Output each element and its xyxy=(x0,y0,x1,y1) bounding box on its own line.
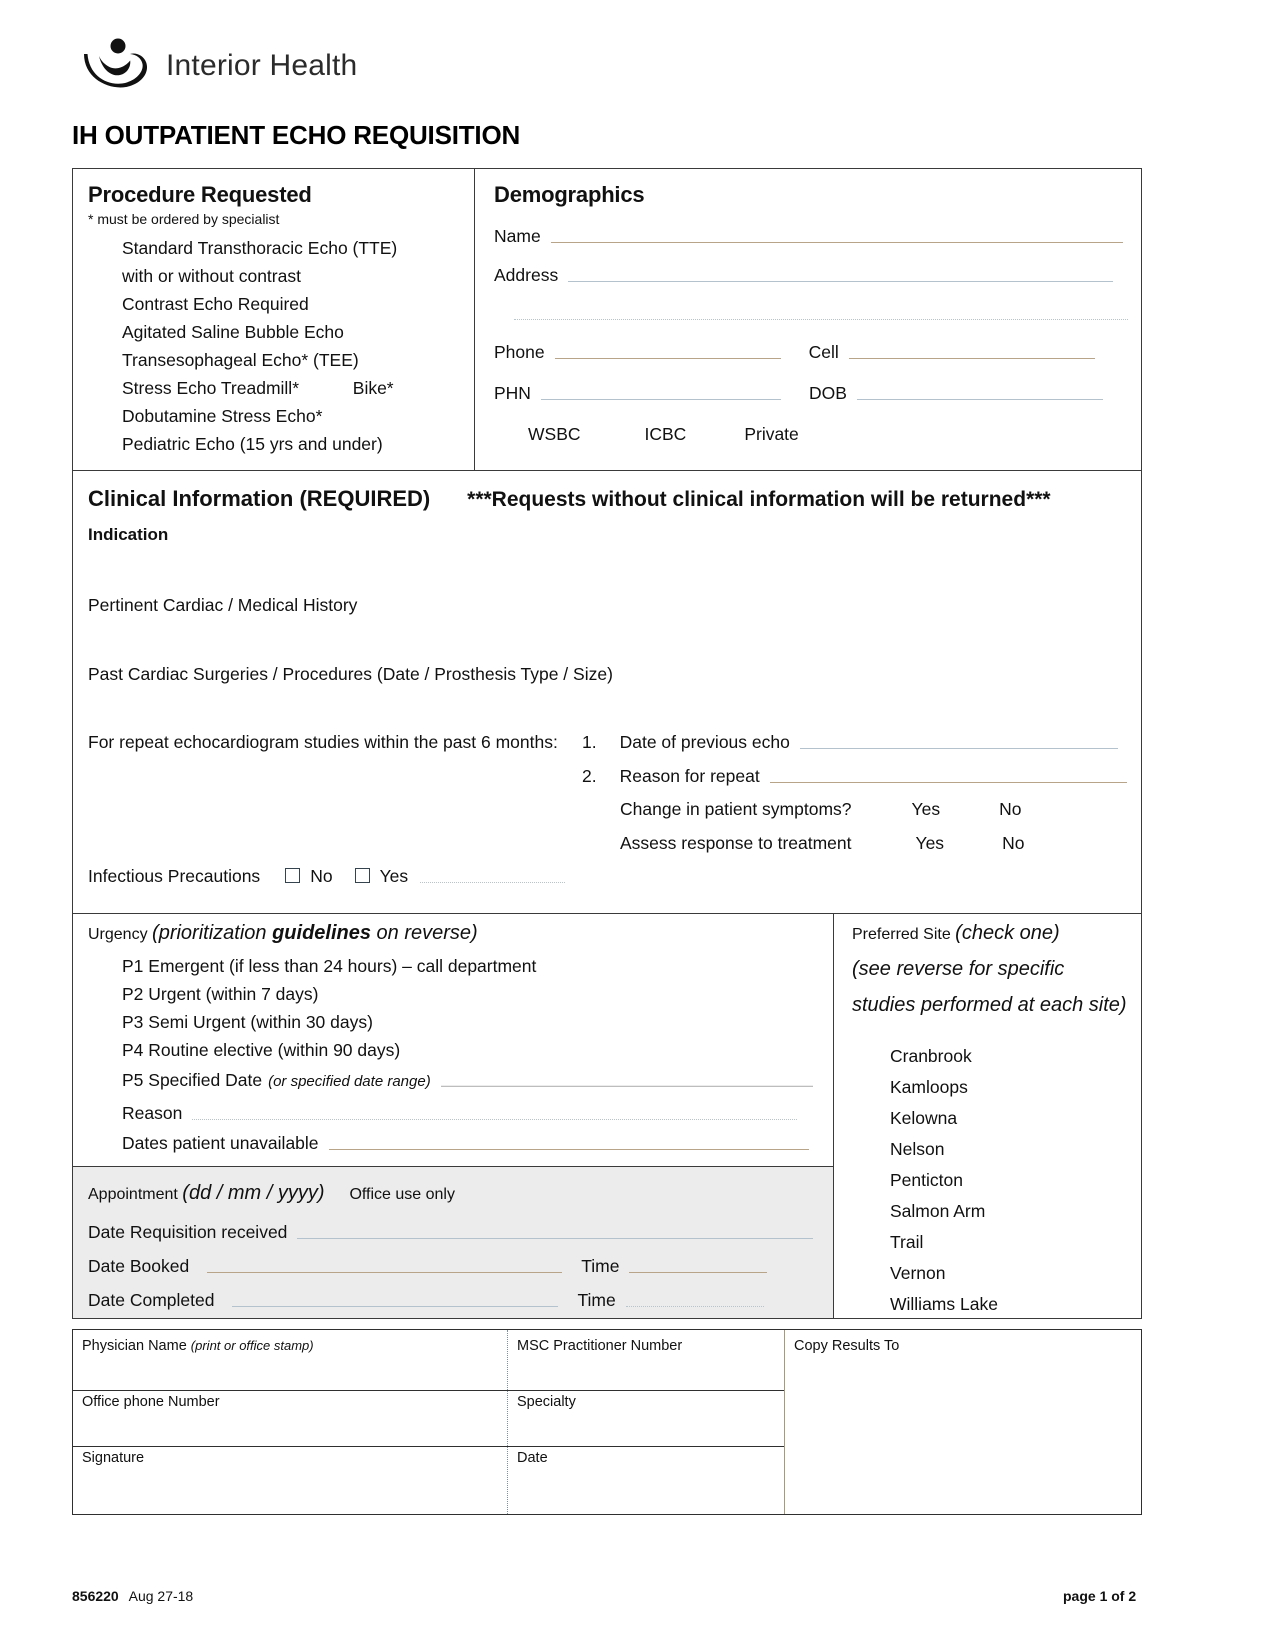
assess-response-yes[interactable]: Yes xyxy=(915,833,945,853)
urgency-levels xyxy=(122,952,536,1064)
urgency-p5-input[interactable] xyxy=(441,1085,813,1087)
procedure-option[interactable]: Transesophageal Echo* (TEE) xyxy=(122,350,359,370)
preferred-site-note: (check one) xyxy=(955,922,1060,944)
urgency-level-p5-label[interactable]: P5 Specified Date xyxy=(122,1070,263,1090)
interior-health-logo-icon xyxy=(78,38,152,94)
demographics-panel xyxy=(494,182,1128,445)
office-phone-cell[interactable] xyxy=(74,1388,504,1416)
msc-number-label: MSC Practitioner Number xyxy=(517,1338,683,1354)
date-completed-input[interactable] xyxy=(232,1305,558,1307)
urgency-heading: Urgency xyxy=(88,926,148,943)
site-option-kamloops[interactable]: Kamloops xyxy=(890,1077,968,1097)
change-symptoms-no[interactable]: No xyxy=(999,799,1022,819)
infectious-precautions-row xyxy=(88,866,565,887)
phn-label: PHN xyxy=(494,383,531,403)
signature-cell[interactable] xyxy=(74,1444,504,1472)
previous-echo-label: Date of previous echo xyxy=(619,732,790,752)
site-option-salmon-arm[interactable]: Salmon Arm xyxy=(890,1201,986,1221)
procedure-requested-panel xyxy=(88,182,463,458)
date-received-label: Date Requisition received xyxy=(88,1222,288,1242)
time-booked-label: Time xyxy=(581,1256,620,1276)
change-symptoms-label: Change in patient symptoms? xyxy=(620,799,852,819)
infectious-no-checkbox[interactable] xyxy=(285,868,300,883)
preferred-site-list xyxy=(890,1041,998,1320)
time-completed-input[interactable] xyxy=(626,1305,764,1307)
office-use-only-label: Office use only xyxy=(349,1186,455,1203)
urgency-reason-input[interactable] xyxy=(192,1118,797,1120)
surgeries-label: Past Cardiac Surgeries / Procedures (Date / Prosthesis Type / Size) xyxy=(88,664,613,684)
previous-echo-number: 1. xyxy=(582,732,597,752)
reason-for-repeat-label: Reason for repeat xyxy=(619,766,760,786)
date-booked-label: Date Booked xyxy=(88,1256,190,1276)
preferred-site-heading-row xyxy=(852,922,1060,945)
preferred-site-heading: Preferred Site xyxy=(852,926,951,943)
assess-response-row xyxy=(620,833,1024,854)
site-option-trail[interactable]: Trail xyxy=(890,1232,924,1252)
date-completed-label: Date Completed xyxy=(88,1290,215,1310)
physician-name-note: (print or office stamp) xyxy=(190,1338,314,1353)
urgency-note-guidelines: guidelines xyxy=(272,922,371,944)
urgency-note-c: on reverse) xyxy=(370,922,478,944)
phone-input[interactable] xyxy=(555,357,781,359)
procedure-option-stress-bike[interactable]: Bike* xyxy=(352,378,394,398)
demographics-heading: Demographics xyxy=(494,182,645,207)
date-label: Date xyxy=(517,1450,548,1466)
appointment-format-note: (dd / mm / yyyy) xyxy=(182,1182,325,1204)
time-booked-input[interactable] xyxy=(629,1271,767,1273)
msc-number-cell[interactable] xyxy=(509,1332,779,1360)
previous-echo-row xyxy=(582,732,1118,753)
site-option-nelson[interactable]: Nelson xyxy=(890,1139,945,1159)
infectious-detail-input[interactable] xyxy=(420,881,565,883)
dates-unavailable-input[interactable] xyxy=(329,1148,809,1150)
urgency-p5-note: (or specified date range) xyxy=(268,1073,431,1090)
infectious-no-label[interactable]: No xyxy=(310,866,333,886)
appointment-heading: Appointment xyxy=(88,1186,178,1203)
office-phone-label: Office phone Number xyxy=(82,1394,220,1410)
infectious-precautions-label: Infectious Precautions xyxy=(88,866,261,886)
procedure-option-contrast-note: with or without contrast xyxy=(122,266,301,286)
history-label: Pertinent Cardiac / Medical History xyxy=(88,595,358,615)
change-symptoms-yes[interactable]: Yes xyxy=(911,799,941,819)
date-cell[interactable] xyxy=(509,1444,779,1472)
appointment-heading-row xyxy=(88,1182,455,1205)
urgency-level-p1[interactable]: P1 Emergent (if less than 24 hours) – call department xyxy=(122,956,537,976)
reason-for-repeat-row xyxy=(582,766,1127,787)
urgency-heading-row xyxy=(88,922,478,945)
org-name: Interior Health xyxy=(166,49,358,82)
phn-input[interactable] xyxy=(541,398,781,400)
payer-option-icbc[interactable]: ICBC xyxy=(644,424,687,444)
date-booked-row xyxy=(88,1256,767,1277)
copy-results-label: Copy Results To xyxy=(794,1338,900,1354)
name-label: Name xyxy=(494,226,541,246)
repeat-studies-prompt: For repeat echocardiogram studies within the past 6 months: xyxy=(88,732,558,752)
infectious-yes-checkbox[interactable] xyxy=(355,868,370,883)
site-option-cranbrook[interactable]: Cranbrook xyxy=(890,1046,972,1066)
specialty-cell[interactable] xyxy=(509,1388,779,1416)
urgency-reason-label: Reason xyxy=(122,1103,183,1123)
procedure-option[interactable]: Standard Transthoracic Echo (TTE) xyxy=(122,238,398,258)
date-received-row xyxy=(88,1222,813,1243)
procedure-heading: Procedure Requested xyxy=(88,182,312,207)
indication-label: Indication xyxy=(88,525,169,544)
procedure-option[interactable]: Pediatric Echo (15 yrs and under) xyxy=(122,434,383,454)
assess-response-no[interactable]: No xyxy=(1002,833,1025,853)
signature-label: Signature xyxy=(82,1450,145,1466)
phone-label: Phone xyxy=(494,342,545,362)
procedure-option[interactable]: Dobutamine Stress Echo* xyxy=(122,406,323,426)
preferred-site-subnote-line1: (see reverse for specific xyxy=(852,958,1065,980)
dates-unavailable-row xyxy=(122,1133,809,1154)
brand-header xyxy=(78,38,357,94)
procedure-option[interactable]: Agitated Saline Bubble Echo xyxy=(122,322,344,342)
dob-input[interactable] xyxy=(857,398,1103,400)
previous-echo-input[interactable] xyxy=(800,747,1118,749)
clinical-heading-row xyxy=(88,486,1128,512)
payer-option-wsbc[interactable]: WSBC xyxy=(528,424,581,444)
cell-input[interactable] xyxy=(849,357,1095,359)
address-input-line1[interactable] xyxy=(568,280,1113,282)
site-option-penticton[interactable]: Penticton xyxy=(890,1170,963,1190)
assess-response-label: Assess response to treatment xyxy=(620,833,852,853)
dates-unavailable-label: Dates patient unavailable xyxy=(122,1133,319,1153)
preferred-site-subnote-line2: studies performed at each site) xyxy=(852,994,1127,1016)
dob-label: DOB xyxy=(808,383,847,403)
clinical-warning: ***Requests without clinical information will be returned*** xyxy=(467,488,1051,511)
urgency-level-p4[interactable]: P4 Routine elective (within 90 days) xyxy=(122,1040,401,1060)
physician-name-cell[interactable] xyxy=(74,1332,504,1360)
urgency-level-p2[interactable]: P2 Urgent (within 7 days) xyxy=(122,984,319,1004)
physician-table-divider-2 xyxy=(784,1330,785,1514)
form-number: 856220 xyxy=(72,1588,119,1604)
indication-input[interactable] xyxy=(88,548,1118,592)
procedure-option-stress-treadmill[interactable]: Stress Echo Treadmill* xyxy=(122,378,300,398)
form-date: Aug 27-18 xyxy=(128,1588,194,1604)
top-section-divider xyxy=(474,169,475,470)
urgency-level-p3[interactable]: P3 Semi Urgent (within 30 days) xyxy=(122,1012,373,1032)
date-received-input[interactable] xyxy=(297,1237,813,1239)
history-input[interactable] xyxy=(88,620,1118,662)
reason-for-repeat-input[interactable] xyxy=(770,781,1127,783)
name-input[interactable] xyxy=(551,241,1123,243)
physician-table-divider-1 xyxy=(507,1330,508,1514)
clinical-heading: Clinical Information (REQUIRED) xyxy=(88,486,431,511)
site-option-vernon[interactable]: Vernon xyxy=(890,1263,946,1283)
reason-for-repeat-number: 2. xyxy=(582,766,597,786)
urgency-reason-row xyxy=(122,1103,797,1124)
procedure-option[interactable]: Contrast Echo Required xyxy=(122,294,309,314)
specialty-label: Specialty xyxy=(517,1394,576,1410)
physician-name-label: Physician Name xyxy=(82,1338,187,1354)
urgency-note-a: (prioritization xyxy=(152,922,273,944)
footer-left xyxy=(72,1588,193,1604)
time-completed-label: Time xyxy=(577,1290,616,1310)
site-option-williams-lake[interactable]: Williams Lake xyxy=(890,1294,998,1314)
copy-results-cell[interactable] xyxy=(786,1332,1136,1360)
page-title: IH OUTPATIENT ECHO REQUISITION xyxy=(72,120,521,150)
urgency-p5-row xyxy=(122,1070,813,1091)
site-option-kelowna[interactable]: Kelowna xyxy=(890,1108,958,1128)
surgeries-input[interactable] xyxy=(88,690,1118,730)
change-symptoms-row xyxy=(620,799,1021,820)
payer-option-private[interactable]: Private xyxy=(744,424,799,444)
date-booked-input[interactable] xyxy=(207,1271,562,1273)
infectious-yes-label[interactable]: Yes xyxy=(379,866,409,886)
address-input-line2[interactable] xyxy=(514,318,1128,320)
date-completed-row xyxy=(88,1290,764,1311)
procedure-note: * must be ordered by specialist xyxy=(88,211,280,227)
footer-page-number: page 1 of 2 xyxy=(1063,1588,1137,1604)
cell-label: Cell xyxy=(808,342,839,362)
address-label: Address xyxy=(494,265,559,285)
